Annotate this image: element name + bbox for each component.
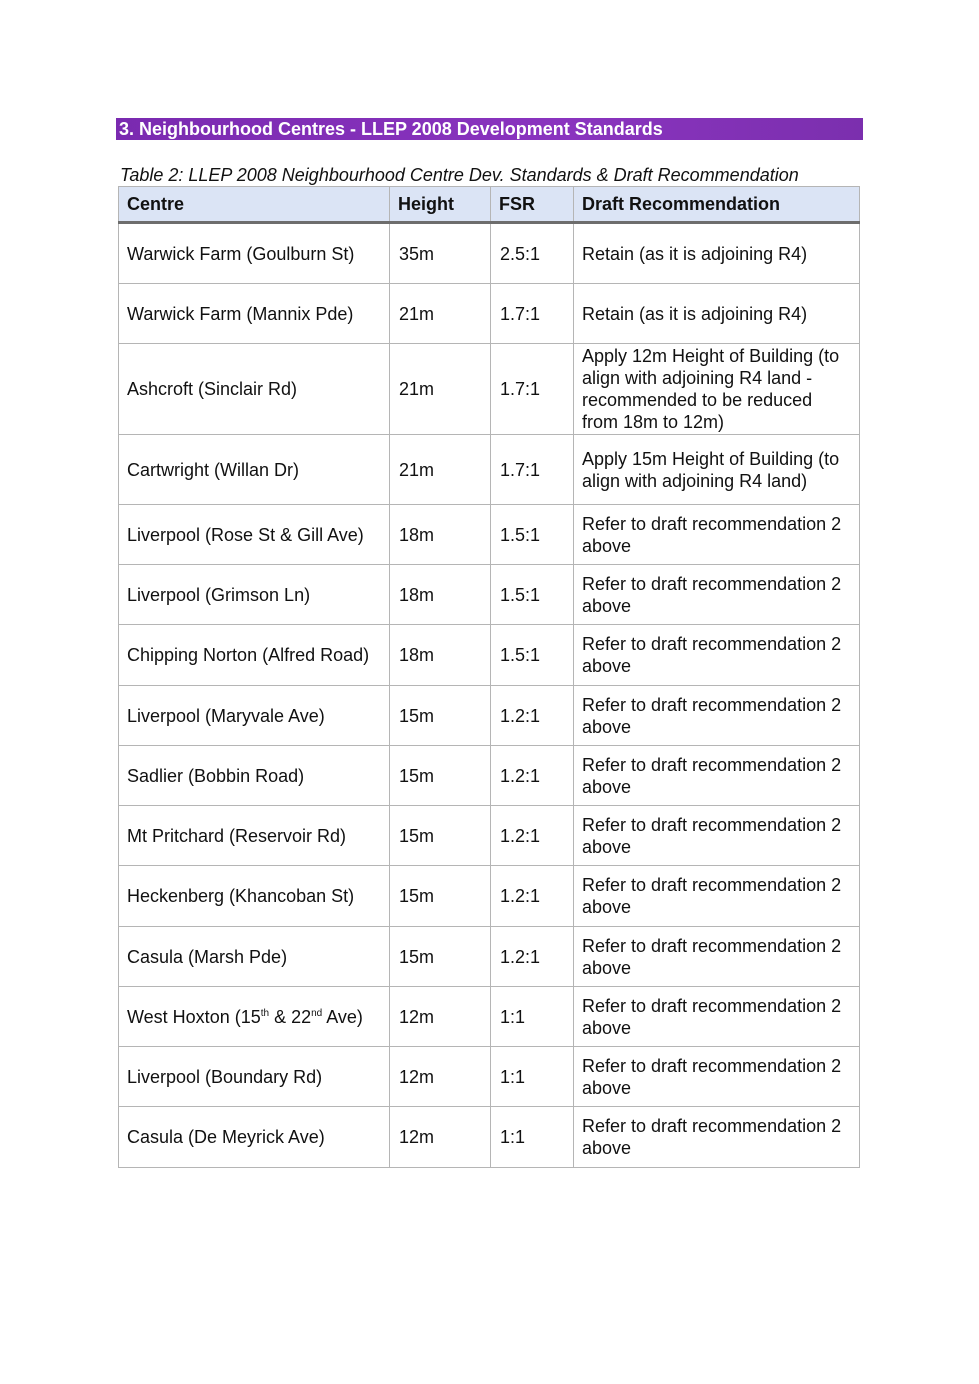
cell-fsr: 1.5:1 bbox=[491, 625, 574, 686]
centre-text-part: West Hoxton (15 bbox=[127, 1006, 261, 1027]
cell-fsr: 1.2:1 bbox=[491, 686, 574, 746]
cell-recommendation: Refer to draft recommendation 2 above bbox=[574, 686, 860, 746]
cell-recommendation: Refer to draft recommendation 2 above bbox=[574, 806, 860, 866]
cell-recommendation: Refer to draft recommendation 2 above bbox=[574, 927, 860, 987]
cell-centre: Cartwright (Willan Dr) bbox=[119, 435, 390, 505]
header-centre: Centre bbox=[119, 187, 390, 223]
table-row bbox=[119, 505, 860, 565]
section-heading: 3. Neighbourhood Centres - LLEP 2008 Development Standards bbox=[116, 118, 863, 140]
cell-fsr: 1:1 bbox=[491, 1107, 574, 1168]
table-row bbox=[119, 625, 860, 686]
cell-recommendation: Refer to draft recommendation 2 above bbox=[574, 1107, 860, 1168]
cell-recommendation: Refer to draft recommendation 2 above bbox=[574, 505, 860, 565]
cell-recommendation: Refer to draft recommendation 2 above bbox=[574, 1047, 860, 1107]
cell-fsr: 1.2:1 bbox=[491, 806, 574, 866]
cell-height: 12m bbox=[390, 987, 491, 1047]
cell-recommendation: Apply 12m Height of Building (to align with adjoining R4 land - recommended to be reduced from 18m to 12m) bbox=[574, 344, 860, 435]
cell-fsr: 1.2:1 bbox=[491, 866, 574, 927]
cell-height: 35m bbox=[390, 223, 491, 284]
cell-height: 21m bbox=[390, 344, 491, 435]
cell-centre: Sadlier (Bobbin Road) bbox=[119, 746, 390, 806]
header-height: Height bbox=[390, 187, 491, 223]
cell-centre: Liverpool (Grimson Ln) bbox=[119, 565, 390, 625]
cell-height: 15m bbox=[390, 746, 491, 806]
cell-fsr: 1.2:1 bbox=[491, 927, 574, 987]
table-row bbox=[119, 866, 860, 927]
table-row bbox=[119, 927, 860, 987]
ordinal-suffix: th bbox=[260, 1007, 270, 1019]
cell-centre: Liverpool (Boundary Rd) bbox=[119, 1047, 390, 1107]
cell-fsr: 1.2:1 bbox=[491, 746, 574, 806]
cell-centre: Casula (De Meyrick Ave) bbox=[119, 1107, 390, 1168]
cell-centre: Liverpool (Maryvale Ave) bbox=[119, 686, 390, 746]
table-header-row bbox=[119, 187, 860, 223]
table-row bbox=[119, 223, 860, 284]
cell-recommendation: Apply 15m Height of Building (to align with adjoining R4 land) bbox=[574, 435, 860, 505]
cell-centre: Liverpool (Rose St & Gill Ave) bbox=[119, 505, 390, 565]
cell-fsr: 1.7:1 bbox=[491, 284, 574, 344]
table-row bbox=[119, 1047, 860, 1107]
cell-centre: Warwick Farm (Mannix Pde) bbox=[119, 284, 390, 344]
centre-text-part: Ave) bbox=[322, 1006, 363, 1027]
cell-recommendation: Retain (as it is adjoining R4) bbox=[574, 223, 860, 284]
cell-centre: Casula (Marsh Pde) bbox=[119, 927, 390, 987]
cell-recommendation: Refer to draft recommendation 2 above bbox=[574, 625, 860, 686]
cell-height: 12m bbox=[390, 1107, 491, 1168]
cell-height: 18m bbox=[390, 505, 491, 565]
cell-recommendation: Retain (as it is adjoining R4) bbox=[574, 284, 860, 344]
cell-fsr: 1.5:1 bbox=[491, 505, 574, 565]
standards-table bbox=[118, 186, 860, 1168]
cell-centre: Heckenberg (Khancoban St) bbox=[119, 866, 390, 927]
cell-recommendation: Refer to draft recommendation 2 above bbox=[574, 866, 860, 927]
cell-fsr: 1.7:1 bbox=[491, 344, 574, 435]
table-row bbox=[119, 435, 860, 505]
table-row bbox=[119, 1107, 860, 1168]
cell-height: 21m bbox=[390, 435, 491, 505]
cell-centre: Chipping Norton (Alfred Road) bbox=[119, 625, 390, 686]
ordinal-suffix: nd bbox=[311, 1007, 323, 1019]
table-caption: Table 2: LLEP 2008 Neighbourhood Centre Dev. Standards & Draft Recommendation bbox=[120, 165, 799, 185]
cell-height: 15m bbox=[390, 686, 491, 746]
table-row bbox=[119, 806, 860, 866]
cell-recommendation: Refer to draft recommendation 2 above bbox=[574, 565, 860, 625]
cell-centre bbox=[119, 987, 390, 1047]
cell-fsr: 1.7:1 bbox=[491, 435, 574, 505]
cell-fsr: 1:1 bbox=[491, 987, 574, 1047]
cell-height: 18m bbox=[390, 625, 491, 686]
cell-height: 15m bbox=[390, 866, 491, 927]
header-draft-recommendation: Draft Recommendation bbox=[574, 187, 860, 223]
cell-centre: Mt Pritchard (Reservoir Rd) bbox=[119, 806, 390, 866]
cell-fsr: 2.5:1 bbox=[491, 223, 574, 284]
cell-height: 15m bbox=[390, 927, 491, 987]
cell-height: 18m bbox=[390, 565, 491, 625]
cell-recommendation: Refer to draft recommendation 2 above bbox=[574, 746, 860, 806]
cell-recommendation: Refer to draft recommendation 2 above bbox=[574, 987, 860, 1047]
cell-fsr: 1.5:1 bbox=[491, 565, 574, 625]
table-row bbox=[119, 686, 860, 746]
table-row bbox=[119, 746, 860, 806]
cell-fsr: 1:1 bbox=[491, 1047, 574, 1107]
cell-height: 12m bbox=[390, 1047, 491, 1107]
cell-height: 21m bbox=[390, 284, 491, 344]
header-fsr: FSR bbox=[491, 187, 574, 223]
table-row bbox=[119, 565, 860, 625]
table-row bbox=[119, 987, 860, 1047]
cell-centre: Ashcroft (Sinclair Rd) bbox=[119, 344, 390, 435]
cell-height: 15m bbox=[390, 806, 491, 866]
cell-centre: Warwick Farm (Goulburn St) bbox=[119, 223, 390, 284]
table-row bbox=[119, 344, 860, 435]
centre-text-part: & 22 bbox=[269, 1006, 312, 1027]
table-row bbox=[119, 284, 860, 344]
